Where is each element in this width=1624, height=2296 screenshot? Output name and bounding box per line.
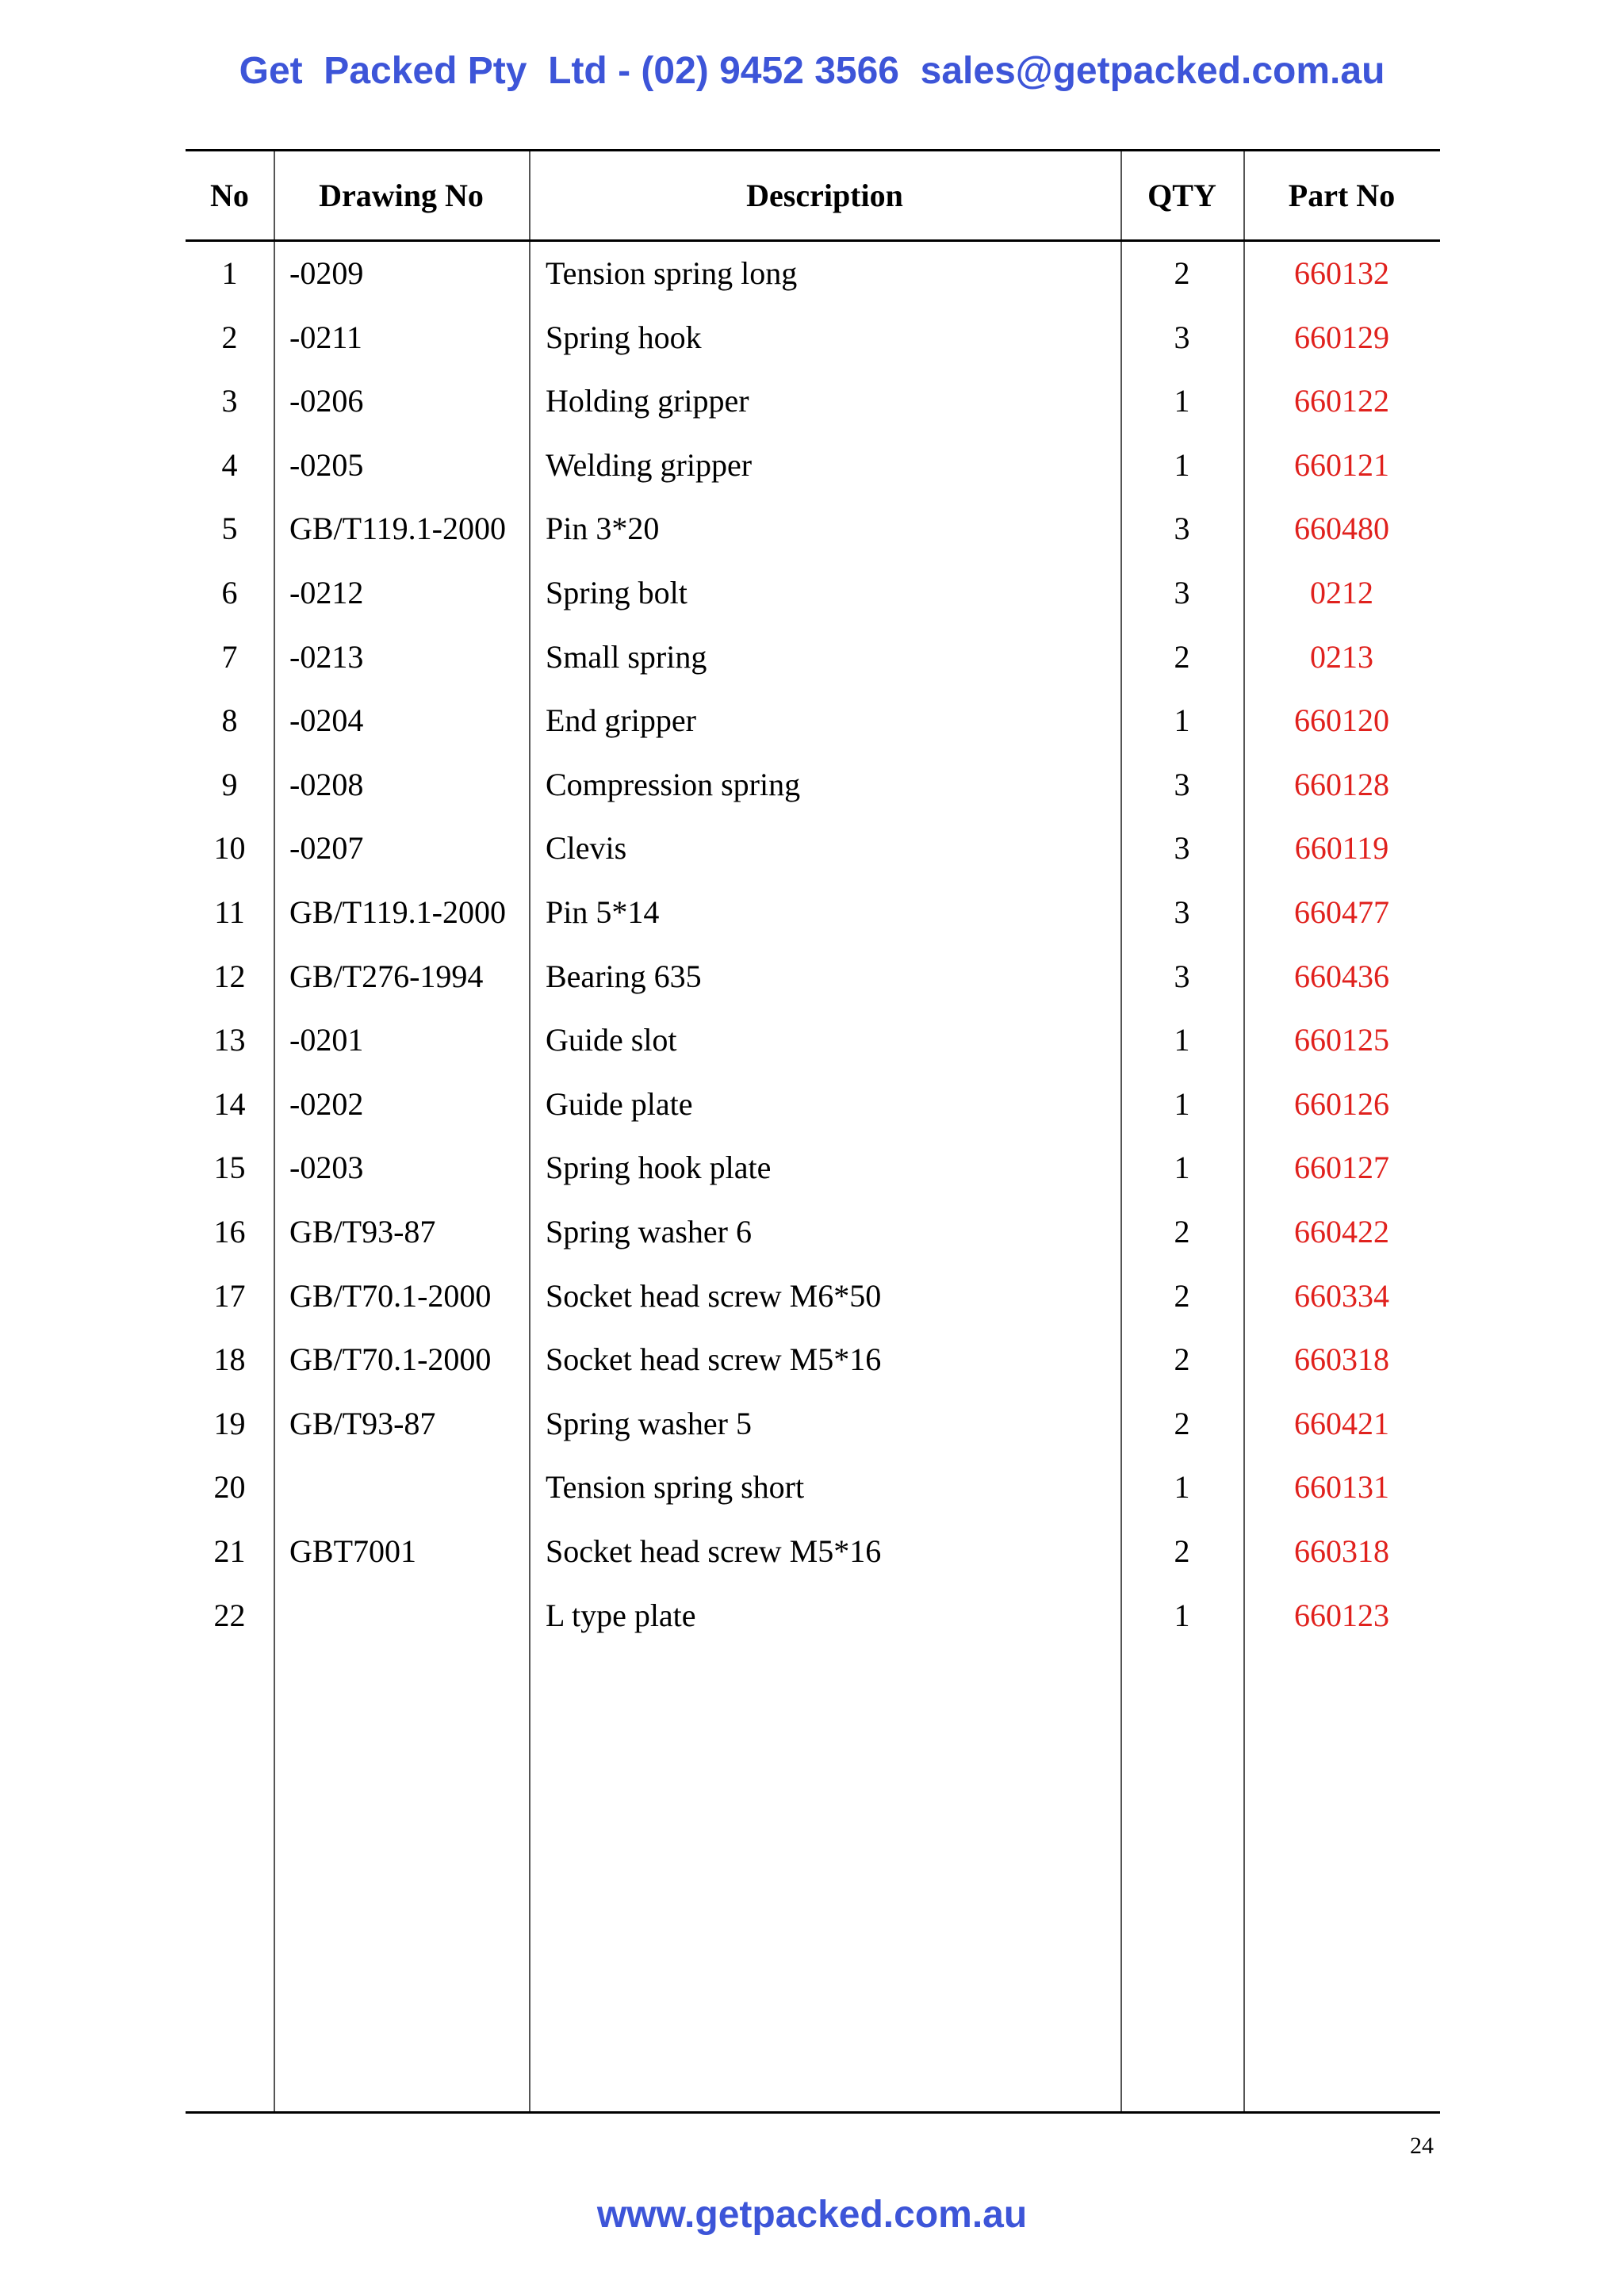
table-header-row [186,151,1440,242]
drawing-number [289,1584,527,1648]
row-number: 11 [214,894,245,930]
part-number: 660421 [1294,1405,1389,1441]
quantity: 2 [1174,255,1190,291]
row-number: 3 [221,383,238,419]
row-number: 4 [221,446,238,483]
drawing-number: GB/T93-87 [289,1214,436,1249]
row-number: 20 [213,1469,246,1506]
drawing-number: -0209 [289,255,364,291]
part-number: 660480 [1294,511,1389,547]
quantity: 3 [1174,319,1190,355]
row-number: 17 [213,1277,246,1314]
quantity: 1 [1174,446,1190,483]
part-number: 660132 [1294,255,1389,291]
table-row [186,1456,1440,1520]
part-description: Spring washer 6 [546,1214,752,1249]
part-number: 660334 [1294,1277,1389,1314]
page-number: 24 [1410,2133,1434,2159]
row-number: 12 [213,958,246,994]
quantity: 3 [1174,958,1190,994]
quantity: 2 [1174,1405,1190,1441]
column-header-part-no: Part No [1288,178,1396,213]
quantity: 3 [1174,894,1190,930]
drawing-number: GB/T119.1-2000 [289,894,506,930]
part-description: Welding gripper [546,446,753,483]
part-number: 660127 [1294,1150,1389,1186]
row-number: 6 [221,575,238,610]
table-row [186,242,1440,306]
part-description: Socket head screw M6*50 [546,1277,882,1314]
table-row [186,881,1440,945]
drawing-number: -0205 [289,446,364,483]
row-number: 15 [213,1150,246,1186]
part-description: Compression spring [546,766,801,802]
part-number: 0212 [1310,575,1373,610]
part-number: 660122 [1294,383,1389,419]
part-number: 660123 [1294,1597,1389,1633]
row-number: 10 [213,830,246,867]
part-number: 660129 [1294,319,1389,355]
part-description: Clevis [546,830,627,867]
table-row [186,1520,1440,1584]
table-row [186,1200,1440,1265]
table-row [186,626,1440,690]
table-row [186,945,1440,1009]
table-row [186,1328,1440,1392]
row-number: 2 [221,319,238,355]
part-description: Pin 3*20 [546,511,660,547]
part-description: Spring hook [546,319,702,355]
drawing-number: -0208 [289,766,364,802]
part-number: 660318 [1294,1341,1389,1378]
row-number: 21 [213,1533,246,1569]
table-row [186,497,1440,561]
drawing-number: -0202 [289,1085,364,1122]
column-header-drawing-no: Drawing No [319,178,484,213]
part-number: 660422 [1294,1214,1389,1249]
quantity: 2 [1174,1341,1190,1378]
quantity: 2 [1174,1533,1190,1569]
table-row [186,1073,1440,1137]
website-footer: www.getpacked.com.au [596,2194,1028,2236]
drawing-number: -0213 [289,638,364,675]
part-number: 660120 [1294,702,1389,739]
part-number: 660119 [1294,830,1389,867]
part-number: 0213 [1310,638,1373,675]
row-number: 5 [221,511,238,547]
drawing-number: -0207 [289,830,364,867]
part-description: Socket head screw M5*16 [546,1533,882,1569]
row-number: 9 [221,766,238,802]
part-number: 660125 [1294,1022,1389,1058]
part-number: 660126 [1294,1085,1389,1122]
company-contact-header: Get Packed Pty Ltd - (02) 9452 3566 sales@getpacked.com.au [239,50,1385,92]
quantity: 3 [1174,830,1190,867]
row-number: 16 [213,1214,246,1249]
row-number: 7 [221,638,238,675]
part-description: L type plate [546,1597,696,1633]
part-number: 660318 [1294,1533,1389,1569]
row-number: 18 [213,1341,246,1378]
drawing-number: GB/T276-1994 [289,958,484,994]
quantity: 1 [1174,1085,1190,1122]
drawing-number: -0212 [289,575,364,610]
table-row [186,1392,1440,1456]
table-row [186,689,1440,753]
part-number: 660128 [1294,766,1389,802]
table-row [186,1136,1440,1200]
row-number: 13 [213,1022,246,1058]
table-row [186,306,1440,370]
drawing-number: GB/T93-87 [289,1405,436,1441]
drawing-number: GB/T70.1-2000 [289,1341,492,1378]
column-header-description: Description [746,178,903,213]
part-description: Bearing 635 [546,958,702,994]
row-number: 1 [221,255,238,291]
drawing-number [289,1456,527,1520]
table-row [186,1008,1440,1073]
table-row [186,1265,1440,1329]
part-description: Socket head screw M5*16 [546,1341,882,1378]
part-description: Tension spring long [546,255,798,291]
table-row [186,561,1440,626]
quantity: 3 [1174,575,1190,610]
quantity: 3 [1174,766,1190,802]
part-number: 660477 [1294,894,1389,930]
drawing-number: GBT7001 [289,1533,416,1569]
drawing-number: GB/T70.1-2000 [289,1277,492,1314]
drawing-number: -0203 [289,1150,364,1186]
part-description: Spring hook plate [546,1150,772,1186]
quantity: 2 [1174,1277,1190,1314]
table-row [186,753,1440,817]
quantity: 2 [1174,638,1190,675]
part-description: Tension spring short [546,1469,805,1506]
parts-list-table [186,149,1440,2114]
quantity: 1 [1174,383,1190,419]
row-number: 19 [213,1405,246,1441]
column-header-qty: QTY [1147,178,1216,213]
table-row [186,434,1440,498]
part-number: 660131 [1294,1469,1389,1506]
quantity: 1 [1174,1022,1190,1058]
part-description: Small spring [546,638,707,675]
row-number: 14 [213,1085,246,1122]
part-description: Pin 5*14 [546,894,660,930]
table-row [186,369,1440,434]
table-row [186,817,1440,881]
part-number: 660121 [1294,446,1389,483]
row-number: 8 [221,702,238,739]
quantity: 1 [1174,702,1190,739]
row-number: 22 [213,1597,246,1633]
part-number: 660436 [1294,958,1389,994]
quantity: 1 [1174,1469,1190,1506]
table-row [186,1584,1440,1648]
column-header-no: No [210,178,249,213]
part-description: Guide slot [546,1022,677,1058]
drawing-number: -0206 [289,383,364,419]
drawing-number: -0201 [289,1022,364,1058]
drawing-number: -0211 [289,319,362,355]
part-description: Guide plate [546,1085,693,1122]
quantity: 1 [1174,1597,1190,1633]
part-description: Spring bolt [546,575,688,610]
drawing-number: GB/T119.1-2000 [289,511,506,547]
drawing-number: -0204 [289,702,364,739]
part-description: Spring washer 5 [546,1405,752,1441]
quantity: 3 [1174,511,1190,547]
part-description: Holding gripper [546,383,749,419]
quantity: 1 [1174,1150,1190,1186]
quantity: 2 [1174,1214,1190,1249]
part-description: End gripper [546,702,696,739]
